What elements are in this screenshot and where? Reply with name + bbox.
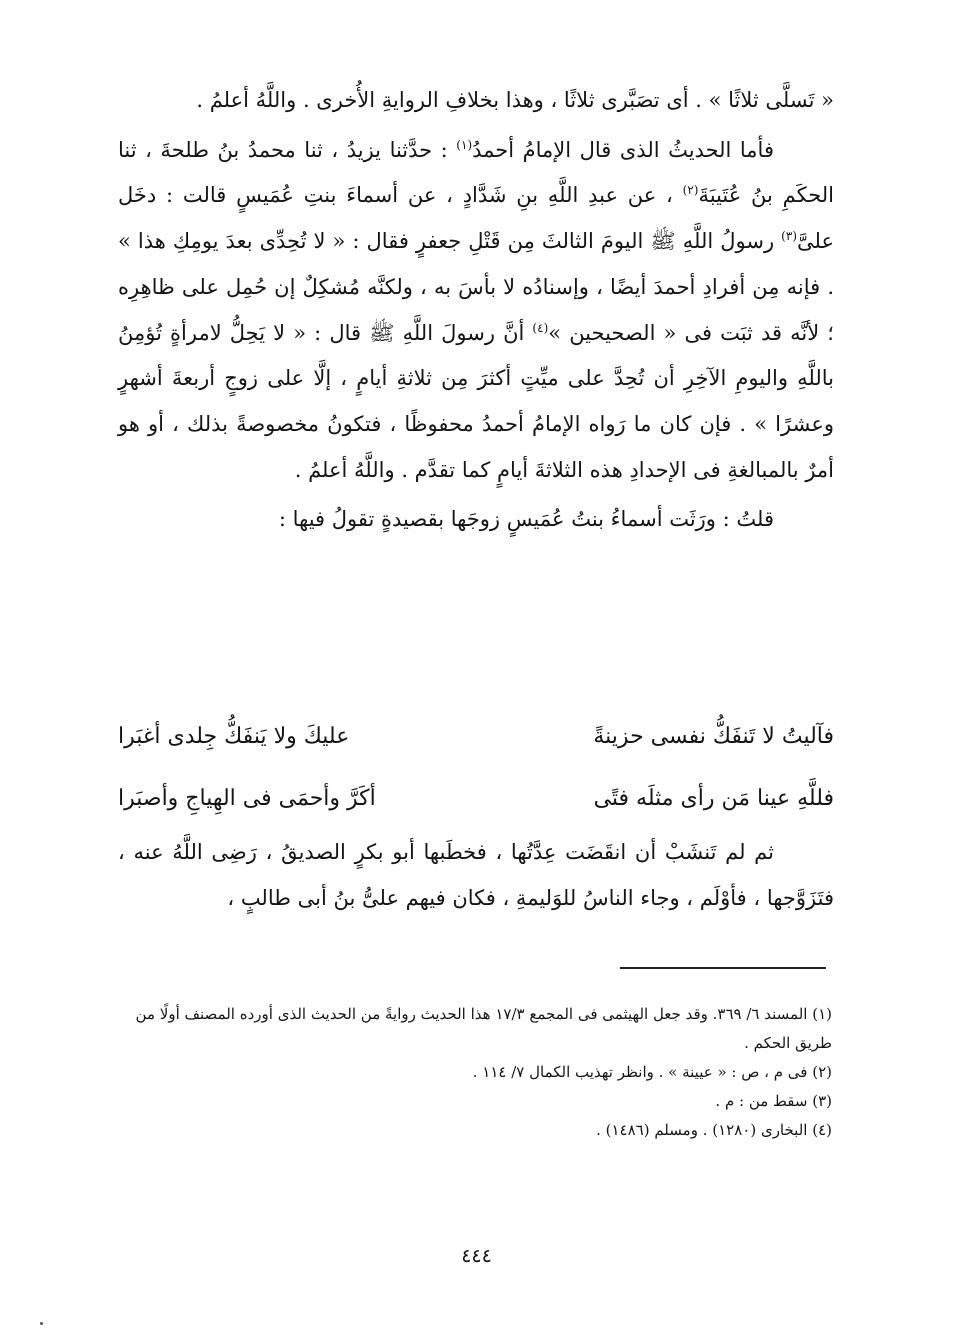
paragraph-2-part-e: أنَّ رسولَ اللَّهِ ﷺ قال : « لا يَحِلُّ لامرأةٍ تُؤمِنُ باللَّهِ واليومِ الآخِرِ أن تُحِدَّ على ميِّتٍ أكثرَ مِن ثلاثةِ أيامٍ ، إلَّا على زوجٍ أربعةَ أشهرٍ وعشرًا » . فإن كان ما رَواه الإمامُ أحمدُ محفوظًا ، فتكونُ مخصوصةً بذلك ، أو هو أمرٌ بالمبالغةِ فى الإحدادِ هذه الثلاثةَ أيامٍ كما تقدَّم . واللَّهُ أعلمُ . xyxy=(118,320,834,482)
footnote-ref-3[interactable]: (٣) xyxy=(781,229,797,244)
paragraph-3: قلتُ : ورَثَت أسماءُ بنتُ عُمَيسٍ زوجَها بقصيدةٍ تقولُ فيها : xyxy=(278,507,774,532)
scan-speck xyxy=(40,1322,43,1325)
footnote-2: (٢) فى م ، ص : « عيينة » . وانظر تهذيب الكمال ٧/ ١١٤ . xyxy=(472,1063,832,1081)
verse-second-hemistich: أكَرَّ وأحمَى فى الهِياجِ وأصبَرا xyxy=(118,785,376,811)
paragraph-2-part-c: ، عن عبدِ اللَّهِ بنِ شَدَّادٍ ، عن أسماءَ بنتِ عُمَيسٍ قالت : دخَل علىَّ xyxy=(118,183,834,254)
footnote-3: (٣) سقط من : م . xyxy=(715,1092,832,1110)
main-text xyxy=(118,78,834,543)
verse-line xyxy=(118,767,834,829)
footnote-separator xyxy=(620,967,826,969)
footnote-ref-4[interactable]: (٤) xyxy=(532,320,549,335)
verse-second-hemistich: عليكَ ولا يَنفَكُّ جِلدى أغبَرا xyxy=(118,723,350,749)
footnote-ref-2[interactable]: (٢) xyxy=(682,183,699,198)
paragraph-2-part-d: رسولُ اللَّهِ ﷺ اليومَ الثالثَ مِن قَتْلِ جعفرٍ فقال : « لا تُحِدِّى بعدَ يومِكِ هذا » . فإنه مِن أفرادِ أحمدَ أيضًا ، وإسنادُه لا بأسَ به ، ولكنَّه مُشكِلٌ إن حُمِل على ظاهِرِه ؛ لأنَّه قد ثبَت فى « الصحيحين » xyxy=(118,229,834,345)
paragraph-2-part-b: : حدَّثنا يزيدُ ، ثنا محمدُ بنُ طلحةَ ، ثنا الحكَمِ بنُ عُتَيبَةَ xyxy=(118,137,834,208)
page-number: ٤٤٤ xyxy=(461,1245,492,1267)
footnote-4: (٤) البخارى (١٢٨٠) . ومسلم (١٤٨٦) . xyxy=(596,1121,832,1139)
paragraph-2-part-a: فأما الحديثُ الذى قال الإمامُ أحمدُ xyxy=(472,137,774,162)
paragraph-1: « تَسلَّى ثلاثًا » . أى تصَبَّرى ثلاثًا ، وهذا بخلافِ الروايةِ الأُخرى . واللَّهُ أعلمُ . xyxy=(196,88,834,112)
main-text-continued xyxy=(118,830,834,921)
paragraph-4: ثم لم تَنشَبْ أن انقَضَت عِدَّتُها ، فخطَبها أبو بكرٍ الصديقُ ، رَضِى اللَّهُ عنه ، فتَزَوَّجها ، فأوْلَم ، وجاء الناسُ للوَليمةِ ، فكان فيهم علىُّ بنُ أبى طالبٍ ، xyxy=(118,840,834,910)
footnote-ref-1[interactable]: (١) xyxy=(456,137,473,152)
verse-line xyxy=(118,705,834,767)
paragraph-2 xyxy=(118,128,834,494)
footnote-1: (١) المسند ٦/ ٣٦٩. وقد جعل الهيثمى فى المجمع ١٧/٣ هذا الحديث روايةً من الحديث الذى أورده المصنف أولًا من طريق الحكم . xyxy=(135,1005,832,1052)
verse-first-hemistich: فللَّهِ عينا مَن رأى مثلَه فتًى xyxy=(593,785,834,811)
verse-first-hemistich: فآليتُ لا تَنفَكُّ نفسى حزينةً xyxy=(593,723,834,749)
footnotes xyxy=(108,1000,832,1145)
poem xyxy=(118,705,834,829)
